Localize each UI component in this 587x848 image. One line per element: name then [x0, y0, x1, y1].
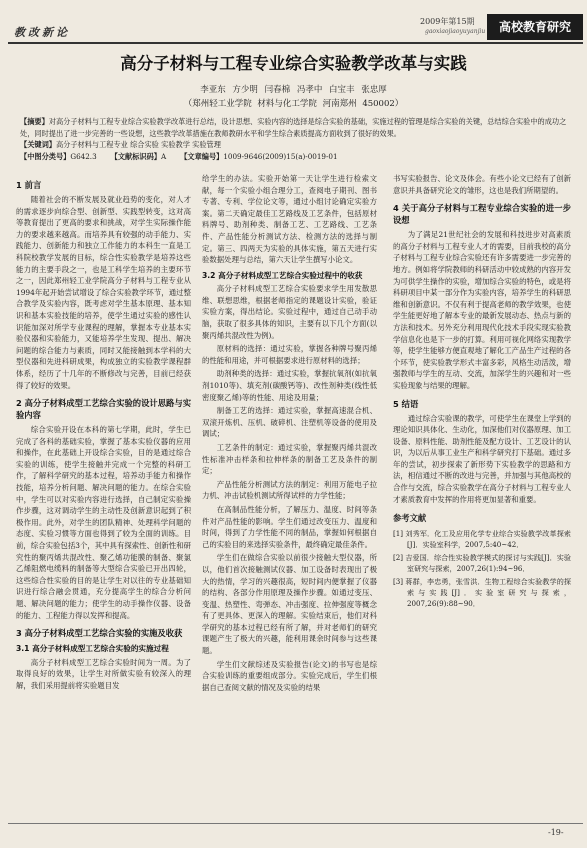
article-meta [20, 116, 568, 162]
article-no-label: 【文章编号】 [180, 151, 224, 161]
article-no [180, 151, 337, 163]
paragraph: 工艺条件的制定：通过实验，掌握聚丙烯共混改性标准冲击样条和拉伸样条的制备工艺及条件的制定； [202, 442, 377, 476]
section-heading: 5 结语 [393, 398, 419, 409]
reference-item: [2] 吉爱国．综合性实验教学模式的探讨与实践[J]．实验室研究与探索，2007,26(1):94~96． [393, 552, 571, 573]
abstract [20, 116, 568, 139]
journal-url: gaoxiaojiaoyuyanjiu [425, 28, 486, 35]
paragraph: 制备工艺的选择：通过实验，掌握高速混合机、双滚开炼机、压机、破碎机、注塑机等设备的使用及调试； [202, 406, 377, 439]
reference-item: [3] 蒋群，李忠勇，张雪洪．生物工程综合实验教学的探索与实践[J]．实验室研究与探索，2007,26(9):88~90． [393, 576, 571, 608]
subsection-heading: 3.1 高分子材料成型工艺综合实验的实施过程 [16, 644, 169, 654]
paragraph: 原材料的选择：通过实验，掌握各种牌号聚丙烯的性能和用途，并可根据要求进行原材料的选择； [202, 344, 377, 365]
keywords-text: 高分子材料与工程专业 综合实验 实验教学 实验管理 [55, 140, 221, 149]
keywords [20, 139, 568, 151]
abstract-label: 【摘要】 [20, 117, 49, 126]
paragraph: 学生们在做综合实验以前很少接触大型仪器，所以，他们首次接触测试仪器、加工设备时表现出了极大的热情，学习的兴趣很高，短时间内便掌握了仪器的结构、各部分作用原理及操作步骤。如通过变压、变温、热塑性、弯弹态、冲击强度、拉伸强度等概念有了更具体、更深入的理解。实验结束后，他们对科学研究的基本过程已经有所了解，并对老师们的研究课题产生了极大的兴趣，能利用课余时间参与这些课题。 [202, 553, 377, 656]
paragraph: 随着社会的不断发展及就业趋势的变化，对人才的需求逐步向综合型、创新型、实践型转变，这对高等教育提出了更高的要求和挑战，对学生实际操作能力的要求越来越高。而培养具有较强的动手能力、实践能力、创新能力和独立工作能力的本科生一直是工科院校教学发展的目标，综合性实验教学是培养这些能力的主要手段之一，也是工科学生培养的主要环节之一，因此郑州轻工业学院高分子材料与工程专业从1994年起开始尝试增设了综合实验教学环节，通过整合教学及实验内容，既考虑对学生基本原理、基本知识和基本实验技能的培养，使学生通过实验的感性认识能加深对所学专业课程的理解，掌握本专业基本实验仪器和实验能力，又能培养学生发现、提出、解决问题的综合能力与素质，同时又能接触到本学科的大型仪器和先进科研成果，构成独立的实验教学课程群体系，经历了十几年的不断修改与完善，目前已经获得了较好的效果。 [16, 195, 191, 390]
paragraph: 为了满足21世纪社会的发展和科技进步对高素质的高分子材料与工程专业人才的需要，目前我校的高分子材料与工程专业综合实验还有许多需要进一步完善的地方。例如将学院教师的科研活动中较成熟的内容开发为可供学生操作的实验，增加综合实验的特色，或是将科研项目中某一部分作为实验内容，培养学生的科研思维和创新意识。不仅有利于提高老师的教学效果，也使学生能更好地了解本专业的最新发展动态、热点与新的方法和技术。另外充分利用现代化技术手段实现实验教学信息化也是下一步的打算。利用可视化网络实现教学等，使学生能够方便直观地了解化工产品生产过程的各个环节，使实验教学形式丰富多彩，风格生动活泼，增强教师与学生的互动、交流，加深学生的兴趣和对一些实验现象与结果的理解。 [393, 230, 571, 390]
paragraph: 书写实验报告、论文及体会。有些小论文已经有了创新意识并具备研究论文的雏形，这也是我们所期望的。 [393, 174, 571, 195]
references-heading: 参考文献 [393, 513, 427, 524]
paragraph: 高分子材料成型工艺综合实验时间为一周。为了取得良好的效果，让学生对所做实验有较深入的理解，我们采用提前将实验题目发 [16, 657, 191, 690]
section-label: 教改新论 [14, 26, 70, 39]
page-number: -19- [548, 828, 564, 837]
column-1 [16, 173, 191, 693]
paragraph: 产品性能分析测试方法的制定：利用万能电子拉力机、冲击试验机测试所得试样的力学性能； [202, 479, 377, 501]
column-3 [393, 173, 571, 611]
header-divider [8, 42, 583, 44]
section-heading: 2 高分子材料成型工艺综合实验的设计思路与实验内容 [16, 398, 191, 421]
keywords-label: 【关键词】 [20, 140, 56, 149]
classification-row [20, 151, 568, 163]
doc-code [111, 151, 167, 163]
column-2 [202, 173, 377, 695]
clc-value: G642.3 [70, 151, 97, 161]
reference-item: [1] 刘秀军．化工及应用化学专业综合实验教学改革探索[J]．实验室科学，2007,5:40~42． [393, 528, 571, 549]
abstract-text: 对高分子材料与工程专业综合实验教学改革进行总结，设计思想、实验内容的选择是综合实验的基础，实施过程的管理是综合实验的关键，总结综合实验中的成功之处，同时提出了进一步完善的一些设想，这些教学改革措施在教师教研水平和学生综合素质提高方面收到了很好的效果。 [20, 117, 567, 138]
article-title: 高分子材料与工程专业综合实验教学改革与实践 [120, 54, 467, 73]
section-heading: 4 关于高分子材料与工程专业综合实验的进一步设想 [393, 203, 571, 226]
article-no-value: 1009-9646(2009)15(a)-0019-01 [223, 151, 338, 161]
article-authors: 李亚东 方少明 闫春棉 冯孝中 白宝丰 张忠厚 [200, 85, 387, 95]
paragraph: 给学生的办法。实验开始第一天让学生进行检索文献，每一个实验小组合理分工，查阅电子期刊、图书专著、专利、学位论文等，通过小组讨论确定实验方案。第二天确定最佳工艺路线及工艺条件，包括原材料牌号、助剂种类、制备工艺、工艺路线、工艺条件、产品性能分析测试方法、检测方法的选择与制定。第三、四两天为实验的具体实施，第五天进行实验数据处理与总结，第六天让学生撰写小论文。 [202, 174, 377, 265]
subsection-heading: 3.2 高分子材料成型工艺综合实验过程中的收获 [202, 270, 363, 280]
clc-label: 【中图分类号】 [20, 151, 71, 161]
footer-divider [8, 823, 583, 824]
doccode-value: A [160, 151, 167, 161]
article-affiliation: （郑州轻工业学院 材料与化工学院 河南郑州 450002） [183, 99, 404, 109]
journal-brand: 高校教育研究 [487, 14, 583, 40]
paragraph: 学生们文献综述及实验报告(论文)的书写也是综合实验训练的重要组成部分。实验完成后，学生们根据自己查阅文献的情况及实验的结果 [202, 659, 377, 692]
doccode-label: 【文献标识码】 [110, 151, 161, 161]
paragraph: 通过综合实验课的教学，可使学生在课堂上学到的理论知识具体化、生动化，加深他们对仪器原理、加工设备、原料性能、助剂性能及配方设计、工艺设计的认识，为以后从事工业生产和科学研究打下基础。通过多年的尝试，初步探索了新形势下实验教学的思路和方法，相信通过不断的改进与完善，并加强与其他高校的合作与交流，综合实验教学在高分子材料与工程专业人才素质教育中发挥的作用将更加显著和重要。 [393, 413, 571, 504]
paragraph: 助剂种类的选择：通过实验，掌握抗氧剂(如抗氧剂1010等)、填充剂(碳酸钙等)、改性剂种类(线性低密度聚乙烯)等的性能、用途及用量； [202, 369, 377, 402]
paragraph: 高分子材料成型工艺综合实验要求学生用发散思维、联想思维，根据老师指定的课题设计实验，验证实验方案，得出结论。实验过程中，通过自己动手动脑，获取了很多具体的知识，主要有以下几个方面(以聚丙烯共混改性为例)。 [202, 284, 377, 340]
paragraph: 综合实验开设在本科的第七学期，此时，学生已完成了各科的基础实验，掌握了基本实验仪器的应用和操作，在此基础上开设综合实验，目的是通过综合实验的训练，使学生接触并完成一个完整的科研工作，了解科学研究的基本过程，培养动手能力和操作技能，培养分析问题、解决问题的能力。在综合实验中，学生可以对实验内容进行选择，自己制定实验操作步骤，这对调动学生的主动性及创新意识起到了积极作用。此外，对学生的团队精神、处理科学问题的态度、实验习惯等方面也得到了较为全面的训练。目前，综合实验包括3个，其中具有探索性、创新性和研究性的聚丙烯共混改性、聚乙烯功能膜的制备、聚氯乙烯阻燃电缆料的制备等大型综合实验已开出四轮，这些综合性实验的目的是让学生对以往的专业基础知识进行综合融会贯通，充分提高学生的综合分析问题、解决问题的能力；使学生的动手操作仪器、设备的能力、工程能力得以发挥和提高。 [16, 425, 191, 620]
issue-label: 2009年第15期 [420, 17, 475, 26]
paragraph: 在高制品性能分析，了解压力、温度、时间等条件对产品性能的影响。学生们通过改变压力、温度和时间，得到了力学性能不同的制品，掌握如何根据自己的实验目的来选择实验条件，最终确定最佳条件。 [202, 504, 377, 549]
clc [20, 151, 97, 163]
section-heading: 1 前言 [16, 180, 42, 190]
section-heading: 3 高分子材料成型工艺综合实验的实施及收获 [16, 628, 183, 639]
